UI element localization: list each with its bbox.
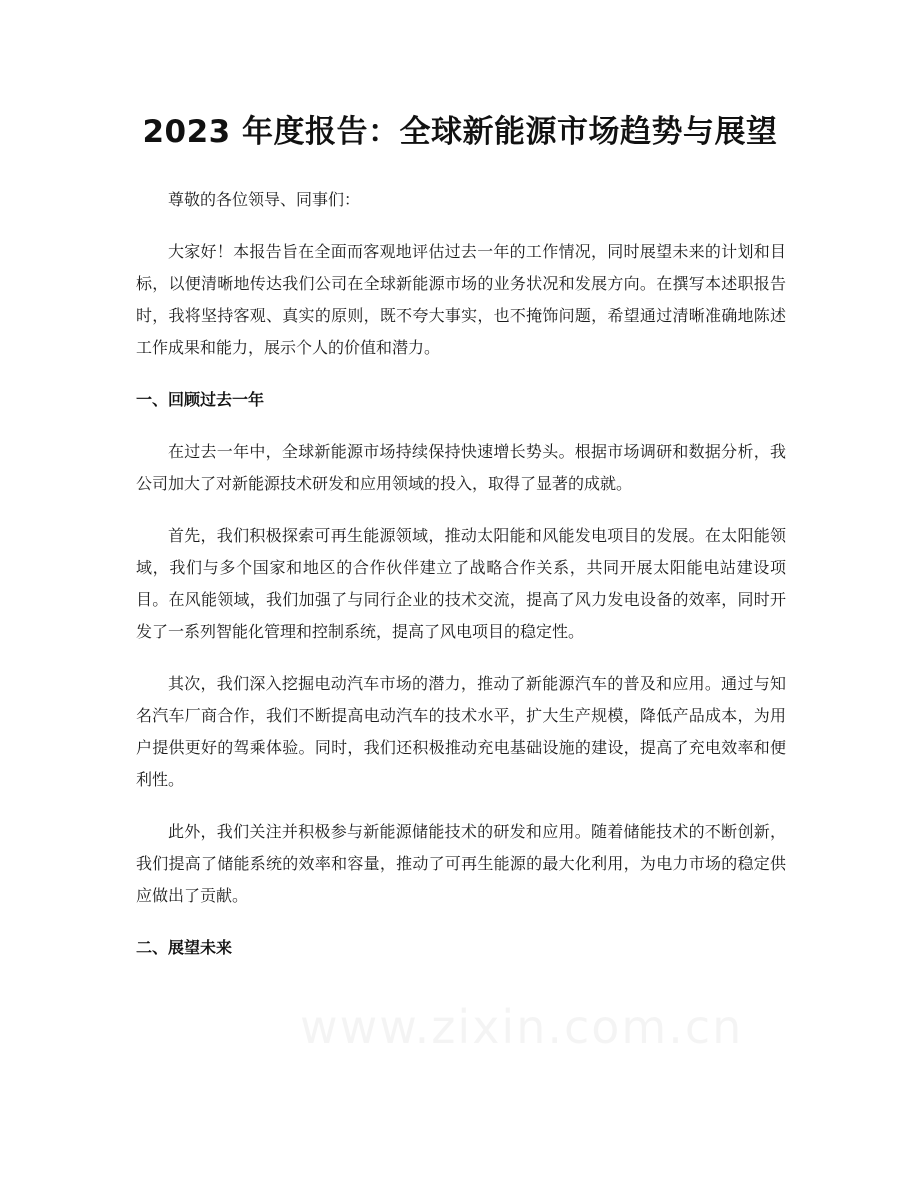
section-heading-outlook: 二、展望未来: [136, 938, 233, 957]
watermark: [300, 1000, 680, 1054]
salutation: 尊敬的各位领导、同事们：: [168, 190, 361, 209]
document-title: 2023 年度报告：全球新能源市场趋势与展望: [142, 114, 778, 150]
review-paragraph-2: 首先，我们积极探索可再生能源领域，推动太阳能和风能发电项目的发展。在太阳能领域，我们与多个国家和地区的合作伙伴建立了战略合作关系，共同开展太阳能电站建设项目。在风能领域，我们加强了与同行企业的技术交流，提高了风力发电设备的效率，同时开发了一系列智能化管理和控制系统，提高了风电项目的稳定性。: [136, 526, 786, 641]
review-paragraph-4: 此外，我们关注并积极参与新能源储能技术的研发和应用。随着储能技术的不断创新，我们提高了储能系统的效率和容量，推动了可再生能源的最大化利用，为电力市场的稳定供应做出了贡献。: [136, 822, 786, 905]
document-body: [136, 184, 786, 984]
review-paragraph-1: 在过去一年中，全球新能源市场持续保持快速增长势头。根据市场调研和数据分析，我公司加大了对新能源技术研发和应用领域的投入，取得了显著的成就。: [136, 442, 786, 493]
review-paragraph-3: 其次，我们深入挖掘电动汽车市场的潜力，推动了新能源汽车的普及和应用。通过与知名汽车厂商合作，我们不断提高电动汽车的技术水平，扩大生产规模，降低产品成本，为用户提供更好的驾乘体验。同时，我们还积极推动充电基础设施的建设，提高了充电效率和便利性。: [136, 674, 786, 789]
section-heading-review: 一、回顾过去一年: [136, 390, 265, 409]
intro-paragraph: 大家好！本报告旨在全面而客观地评估过去一年的工作情况，同时展望未来的计划和目标，以便清晰地传达我们公司在全球新能源市场的业务状况和发展方向。在撰写本述职报告时，我将坚持客观、真实的原则，既不夸大事实，也不掩饰问题，希望通过清晰准确地陈述工作成果和能力，展示个人的价值和潜力。: [136, 242, 786, 357]
